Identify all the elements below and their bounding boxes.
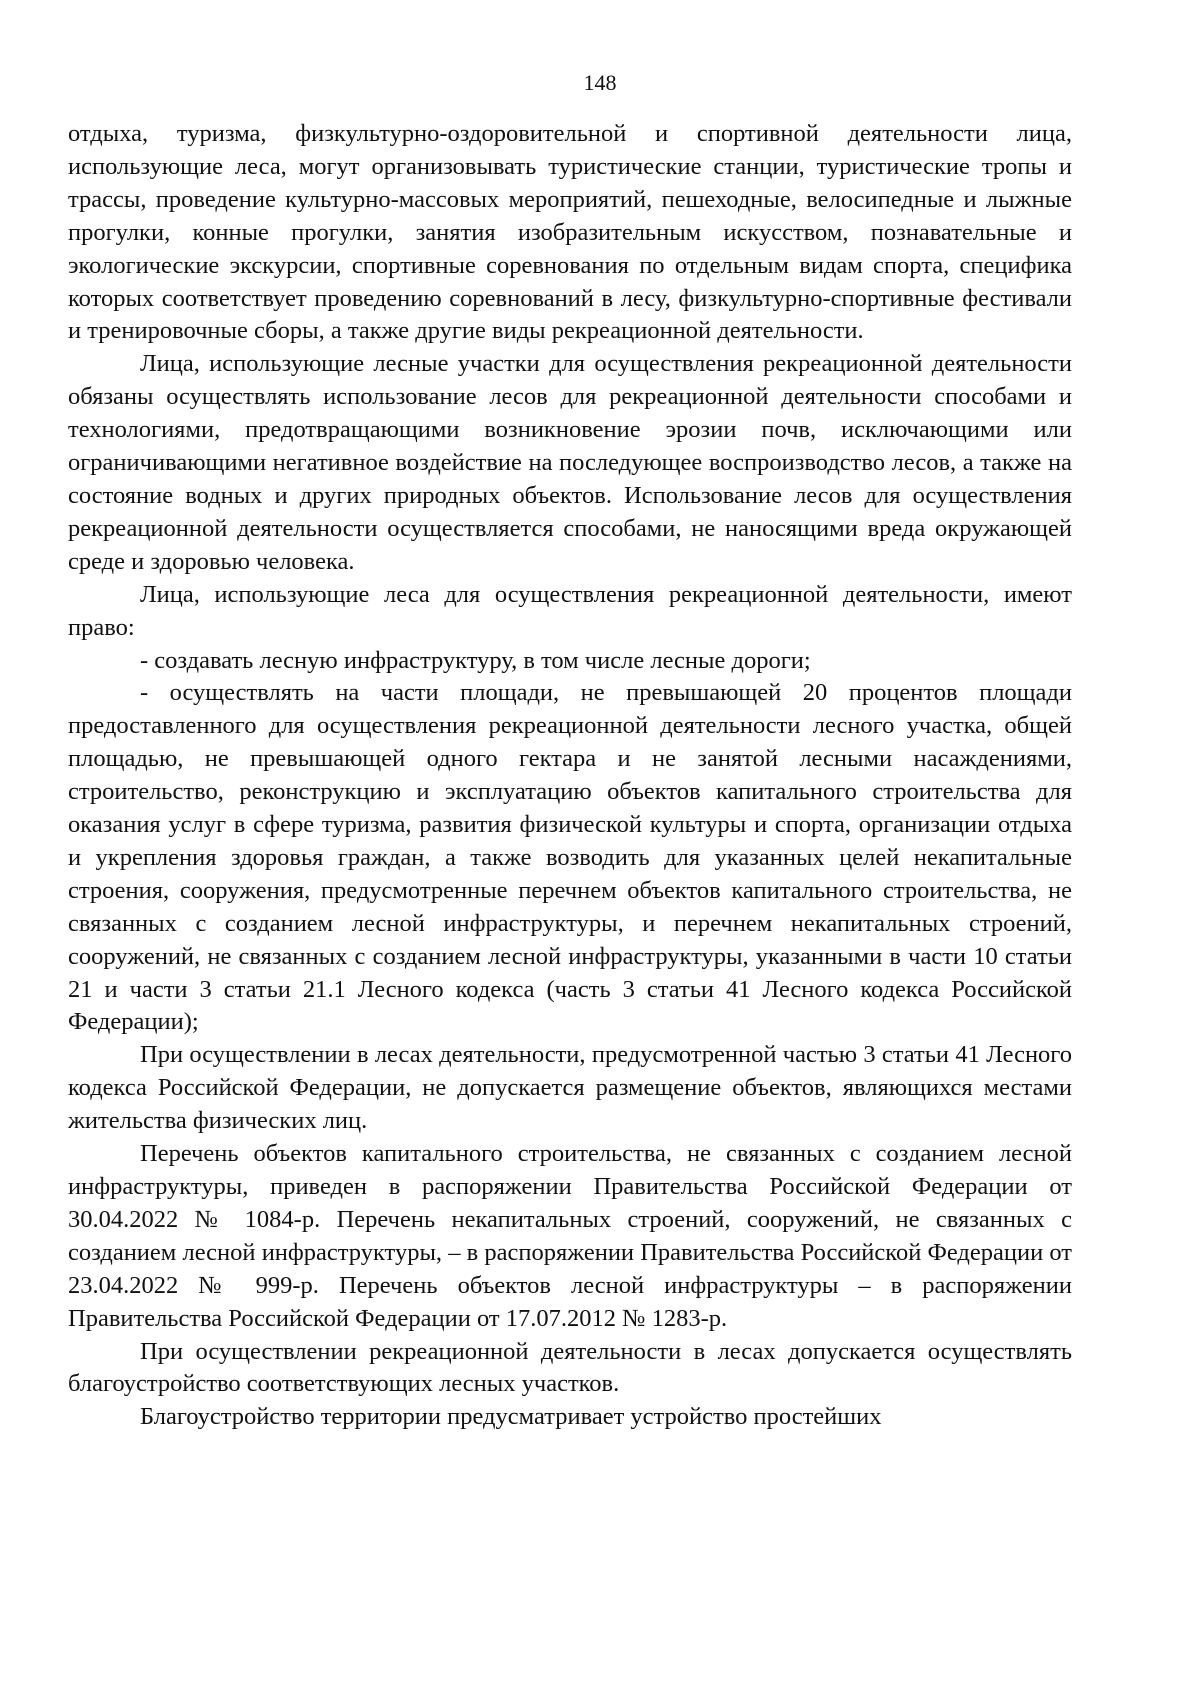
list-item: - создавать лесную инфраструктуру, в том числе лесные дороги; [140,646,811,674]
list-item: - осуществлять на части площади, не превышающей 20 процентов площади предоставленного для осуществления рекреационной деятельности лесного участка, общей площадью, не превышающей одного гектара и не занятой лесными насаждениями, строительство, реконструкцию и эксплуатацию объектов капитального строительства для оказания услуг в сфере туризма, развития физической культуры и спорта, организации отдыха и укрепления здоровья граждан, а также возводить для указанных целей некапитальные строения, сооружения, предусмотренные перечнем объектов капитального строительства, не связанных с созданием лесной инфраструктуры, и перечнем некапитальных строений, сооружений, не связанных с созданием лесной инфраструктуры, указанными в части 10 статьи 21 и части 3 статьи 21.1 Лесного кодекса (часть 3 статьи 41 Лесного кодекса Российской Федерации); [68,679,1072,1036]
paragraph: При осуществлении рекреационной деятельности в лесах допускается осуществлять благоустройство соответствующих лесных участков. [68,1337,1072,1398]
paragraph: Лица, использующие леса для осуществления рекреационной деятельности, имеют право: [68,580,1072,641]
paragraph: Лица, использующие лесные участки для осуществления рекреационной деятельности обязаны осуществлять использование лесов для рекреационной деятельности способами и технологиями, предотвращающими возникновение эрозии почв, исключающими или ограничивающими негативное воздействие на последующее воспроизводство лесов, а также на состояние водных и других природных объектов. Использование лесов для осуществления рекреационной деятельности осуществляется способами, не наносящими вреда окружающей среде и здоровью человека. [68,350,1072,575]
page-number: 148 [583,70,617,95]
paragraph: Благоустройство территории предусматривает устройство простейших [140,1403,882,1431]
document-body [68,118,1072,1434]
paragraph: отдыха, туризма, физкультурно-оздоровительной и спортивной деятельности лица, использующие леса, могут организовывать туристические станции, туристические тропы и трассы, проведение культурно-массовых мероприятий, пешеходные, велосипедные и лыжные прогулки, конные прогулки, занятия изобразительным искусством, познавательные и экологические экскурсии, спортивные соревнования по отдельным видам спорта, специфика которых соответствует проведению соревнований в лесу, физкультурно-спортивные фестивали и тренировочные сборы, а также другие виды рекреационной деятельности. [68,120,1072,345]
paragraph: Перечень объектов капитального строительства, не связанных с созданием лесной инфраструктуры, приведен в распоряжении Правительства Российской Федерации от 30.04.2022 № 1084-р. Перечень некапитальных строений, сооружений, не связанных с созданием лесной инфраструктуры, – в распоряжении Правительства Российской Федерации от 23.04.2022 № 999-р. Перечень объектов лесной инфраструктуры – в распоряжении Правительства Российской Федерации от 17.07.2012 № 1283-р. [68,1140,1072,1332]
paragraph: При осуществлении в лесах деятельности, предусмотренной частью 3 статьи 41 Лесного кодекса Российской Федерации, не допускается размещение объектов, являющихся местами жительства физических лиц. [68,1041,1072,1135]
